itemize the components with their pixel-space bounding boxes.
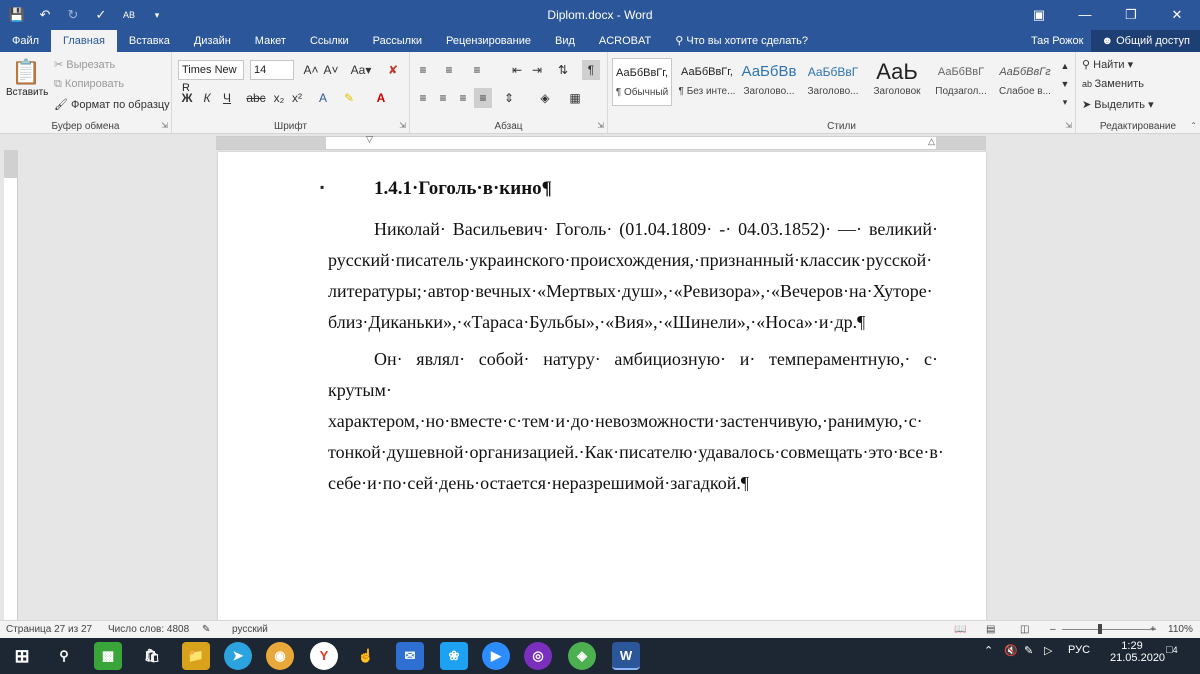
find-button[interactable]: ⚲ Найти ▾	[1082, 59, 1134, 71]
app-green-icon[interactable]: ▩	[94, 642, 122, 670]
read-mode-icon[interactable]: 📖	[954, 624, 967, 635]
cursor-icon: ➤	[1082, 99, 1095, 111]
yandex-browser-icon[interactable]: Y	[310, 642, 338, 670]
font-color-icon[interactable]: A	[376, 91, 386, 105]
customize-qa-icon[interactable]: ▾	[154, 10, 160, 20]
paragraph-group-label: Абзац	[494, 121, 523, 132]
text-effects-icon[interactable]: A	[318, 91, 327, 105]
cut-label: Вырезать	[66, 59, 116, 71]
replace-label: Заменить	[1094, 78, 1144, 90]
style-preview: АаБбВвГ	[807, 65, 859, 79]
paste-button[interactable]	[6, 58, 49, 98]
highlight-icon[interactable]: ✎	[343, 91, 355, 105]
dialog-launcher-icon[interactable]: ⇲	[597, 121, 604, 130]
ab-icon[interactable]: AB	[122, 10, 135, 20]
language-status[interactable]: русский	[232, 624, 268, 635]
web-layout-icon[interactable]: ◫	[1020, 624, 1030, 635]
notifications-button[interactable]	[1166, 644, 1178, 656]
strikethrough-icon[interactable]: abc	[246, 91, 266, 105]
bullets-icon[interactable]: ≡	[419, 63, 427, 77]
collapse-ribbon-icon[interactable]: ⌃	[1190, 121, 1197, 130]
paragraph-2[interactable]	[328, 344, 944, 499]
style-preview: АаБбВвГг,	[616, 67, 668, 79]
maps-globe-icon[interactable]: ◈	[568, 642, 596, 670]
vruler-margin-top	[4, 150, 18, 178]
style-preview: АаБбВв	[741, 63, 797, 80]
style-preview: АаБбВвГ	[937, 66, 985, 78]
first-line-indent-marker[interactable]: ▽	[366, 134, 373, 144]
search-icon: ⚲	[1082, 59, 1094, 71]
style-normal[interactable]	[612, 58, 672, 106]
tell-me-box[interactable]	[663, 30, 820, 52]
align-center-icon[interactable]: ≡	[439, 91, 447, 105]
lightbulb-icon: ⚲	[675, 35, 684, 47]
windows-taskbar	[0, 638, 1200, 674]
format-painter-label: Формат по образцу	[71, 99, 170, 111]
style-preview: АаЬ	[876, 59, 918, 84]
decrease-indent-icon[interactable]: ⇤	[511, 63, 523, 77]
font-group	[172, 52, 410, 134]
tab-references[interactable]: Ссылки	[309, 35, 349, 47]
file-explorer-icon[interactable]: 📁	[182, 642, 210, 670]
superscript-icon[interactable]: x²	[292, 91, 302, 105]
style-no-spacing[interactable]	[676, 58, 738, 106]
style-name: Слабое в...	[999, 86, 1051, 97]
notification-count: 4	[1172, 645, 1178, 655]
share-label: Общий доступ	[1116, 35, 1190, 47]
select-button[interactable]: ➤ Выделить ▾	[1082, 99, 1154, 111]
style-title[interactable]	[866, 58, 928, 106]
style-preview: АаБбВвГг	[999, 66, 1051, 78]
paste-label: Вставить	[6, 87, 49, 98]
borders-icon[interactable]: ▦	[569, 91, 581, 105]
dialog-launcher-icon[interactable]: ⇲	[161, 121, 168, 130]
status-bar	[0, 620, 1200, 638]
close-button[interactable]: ✕	[1171, 7, 1183, 22]
replace-icon: ab	[1082, 79, 1095, 89]
style-name: Заголово...	[807, 86, 859, 97]
notification-icon: □	[1166, 644, 1173, 656]
word-taskbar-icon[interactable]: W	[612, 642, 640, 670]
ribbon-tabs	[0, 30, 1200, 52]
styles-group-label: Стили	[827, 121, 856, 132]
style-name: ¶ Без инте...	[678, 86, 736, 97]
share-button[interactable]	[1091, 30, 1200, 52]
clock[interactable]	[1110, 640, 1166, 664]
line-spacing-icon[interactable]: ⇕	[503, 91, 515, 105]
style-subtitle[interactable]	[930, 58, 992, 106]
maximize-button[interactable]: ❐	[1125, 7, 1137, 22]
ribbon-display-icon[interactable]: ▣	[1032, 7, 1046, 22]
subscript-icon[interactable]: x₂	[273, 91, 285, 105]
tab-review[interactable]: Рецензирование	[446, 35, 531, 47]
redo-icon[interactable]: ↻	[67, 7, 79, 22]
multilevel-list-icon[interactable]: ≡	[473, 63, 481, 77]
numbering-icon[interactable]: ≡	[445, 63, 453, 77]
hand-cursor-icon[interactable]: ☝	[357, 648, 375, 663]
chrome-icon[interactable]: ◉	[266, 642, 294, 670]
font-name-select[interactable]: Times New R	[178, 60, 244, 80]
italic-icon[interactable]: К	[203, 91, 211, 105]
spelling-icon[interactable]: ✓	[95, 7, 107, 22]
zoom-app-icon[interactable]: ▶	[482, 642, 510, 670]
heading-1-4-1[interactable]: 1.4.1·Гоголь·в·кино¶	[374, 178, 552, 199]
clipboard-group	[0, 52, 172, 134]
style-subtle-emphasis[interactable]	[994, 58, 1056, 106]
undo-icon[interactable]: ↶	[39, 7, 51, 22]
tab-layout[interactable]: Макет	[254, 35, 286, 47]
style-name: Заголовок	[873, 86, 921, 97]
paragraph-1[interactable]	[328, 214, 938, 338]
save-icon[interactable]: 💾	[8, 7, 26, 22]
style-name: ¶ Обычный	[615, 87, 669, 98]
tray-chevron-icon[interactable]: ⌃	[984, 645, 994, 657]
print-layout-icon[interactable]: ▤	[986, 624, 996, 635]
brush-icon: 🖌	[54, 99, 72, 111]
font-group-label: Шрифт	[274, 121, 307, 132]
style-preview: АаБбВвГг,	[681, 66, 733, 78]
tab-view[interactable]: Вид	[555, 35, 575, 47]
cut-button[interactable]	[54, 58, 115, 71]
change-case-icon[interactable]: Aa▾	[350, 63, 372, 77]
window-title: Diplom.docx - Word	[547, 8, 653, 22]
tab-home[interactable]: Главная	[51, 30, 117, 52]
justify-icon[interactable]: ≡	[474, 88, 492, 108]
copy-label: Копировать	[64, 78, 125, 90]
proofing-icon[interactable]: ✎	[202, 624, 211, 635]
input-language[interactable]: РУС	[1068, 644, 1091, 656]
shrink-font-icon[interactable]: A˅	[323, 63, 339, 77]
bold-icon[interactable]: Ж	[181, 91, 193, 105]
tab-file[interactable]: Файл	[12, 35, 40, 47]
styles-scroll-down-icon[interactable]: ▼	[1060, 79, 1070, 89]
person-icon: ☻	[1101, 35, 1117, 47]
clear-format-icon[interactable]: ✘	[387, 63, 399, 77]
dialog-launcher-icon[interactable]: ⇲	[1065, 121, 1072, 130]
zoom-in-icon[interactable]: +	[1150, 624, 1156, 635]
paragraph-2-text: Он· являл· собой· натуру· амбициозную· и· темпераментную,· с· крутым· характером,·но·вместе·с·тем·и·до·невозможности·застенчивую,·ранимую,·с· тонкой·душевной·организацией.·Как·писателю·удавалось·совмещать·это·все·в· себе·и·по·сей·день·остается·неразрешимой·загадкой.¶	[328, 349, 944, 493]
clipboard-icon: 📋	[11, 59, 41, 86]
scissors-icon: ✂	[54, 59, 67, 71]
zoom-slider[interactable]	[1062, 629, 1156, 630]
zoom-out-icon[interactable]: –	[1050, 624, 1056, 635]
paragraph-group	[410, 52, 608, 134]
align-right-icon[interactable]: ≡	[459, 91, 467, 105]
twitter-icon[interactable]: ❀	[440, 642, 468, 670]
sort-icon[interactable]: ⇅	[557, 63, 569, 77]
style-name: Подзагол...	[935, 86, 987, 97]
style-heading-2[interactable]	[802, 58, 864, 106]
find-label: Найти	[1093, 59, 1125, 71]
title-bar	[0, 0, 1200, 30]
clock-date: 21.05.2020	[1110, 652, 1166, 664]
page-count[interactable]: Страница 27 из 27	[6, 624, 93, 635]
horizontal-ruler[interactable]	[216, 136, 986, 150]
styles-scroll-up-icon[interactable]: ▲	[1060, 61, 1070, 71]
replace-button[interactable]	[1082, 78, 1144, 90]
volume-mute-icon[interactable]: 🔇	[1004, 645, 1018, 657]
select-label: Выделить	[1094, 99, 1146, 111]
tab-insert[interactable]: Вставка	[128, 35, 170, 47]
show-marks-icon[interactable]: ¶	[582, 60, 600, 80]
telegram-icon[interactable]: ➤	[224, 642, 252, 670]
clipboard-group-label: Буфер обмена	[51, 121, 120, 132]
editing-group-label: Редактирование	[1099, 121, 1177, 132]
shading-icon[interactable]: ◈	[540, 91, 550, 105]
tab-design[interactable]: Дизайн	[193, 35, 231, 47]
ink-icon[interactable]: ✎	[1024, 645, 1034, 657]
zoom-slider-thumb[interactable]	[1098, 624, 1102, 634]
tell-me-text: Что вы хотите сделать?	[686, 35, 808, 47]
document-page[interactable]	[218, 152, 986, 622]
search-icon[interactable]: ⚲	[59, 648, 69, 663]
store-icon[interactable]: 🛍	[143, 648, 161, 663]
increase-indent-icon[interactable]: ⇥	[531, 63, 543, 77]
ruler-margin-left	[216, 137, 326, 149]
copy-icon: ⧉	[54, 78, 65, 90]
word-count[interactable]: Число слов: 4808	[108, 624, 190, 635]
style-name: Заголово...	[743, 86, 795, 97]
heading-bullet-mark: ▪	[320, 180, 325, 194]
vertical-ruler[interactable]	[4, 150, 18, 620]
ruler-margin-right	[936, 137, 986, 149]
paragraph-1-text: Николай· Васильевич· Гоголь· (01.04.1809· -· 04.03.1852)· —· великий· русский·писатель·украинского·происхождения,·признанный·классик·русской· литературы;·автор·вечных·«Мертвых·душ»,·«Ревизора»,·«Вечеров·на·Хуторе· близ·Диканьки»,·«Тараса·Бульбы»,·«Вия»,·«Шинели»,·«Носа»·и·др.¶	[328, 219, 938, 332]
right-indent-marker[interactable]: △	[928, 136, 935, 146]
wifi-icon[interactable]: ▷	[1044, 645, 1053, 657]
zoom-level[interactable]: 110%	[1168, 624, 1193, 635]
copy-button[interactable]	[54, 78, 124, 91]
font-size-select[interactable]: 14	[250, 60, 294, 80]
podcast-icon[interactable]: ◎	[524, 642, 552, 670]
styles-more-icon[interactable]: ▾	[1062, 97, 1068, 107]
user-name[interactable]: Тая Рожок	[1030, 35, 1084, 47]
minimize-button[interactable]: —	[1078, 7, 1092, 22]
grow-font-icon[interactable]: A˄	[303, 63, 319, 77]
clock-time: 1:29	[1121, 640, 1143, 652]
styles-group	[608, 52, 1076, 134]
dialog-launcher-icon[interactable]: ⇲	[399, 121, 406, 130]
windows-start-icon[interactable]: ⊞	[14, 646, 30, 666]
format-painter-button[interactable]	[54, 98, 170, 111]
tab-acrobat[interactable]: ACROBAT	[598, 35, 652, 47]
tab-mailings[interactable]: Рассылки	[372, 35, 423, 47]
underline-icon[interactable]: Ч	[223, 91, 231, 105]
align-left-icon[interactable]: ≡	[419, 91, 427, 105]
mail-icon[interactable]: ✉	[396, 642, 424, 670]
editing-group	[1076, 52, 1200, 134]
ribbon	[0, 52, 1200, 134]
style-heading-1[interactable]	[738, 58, 800, 106]
